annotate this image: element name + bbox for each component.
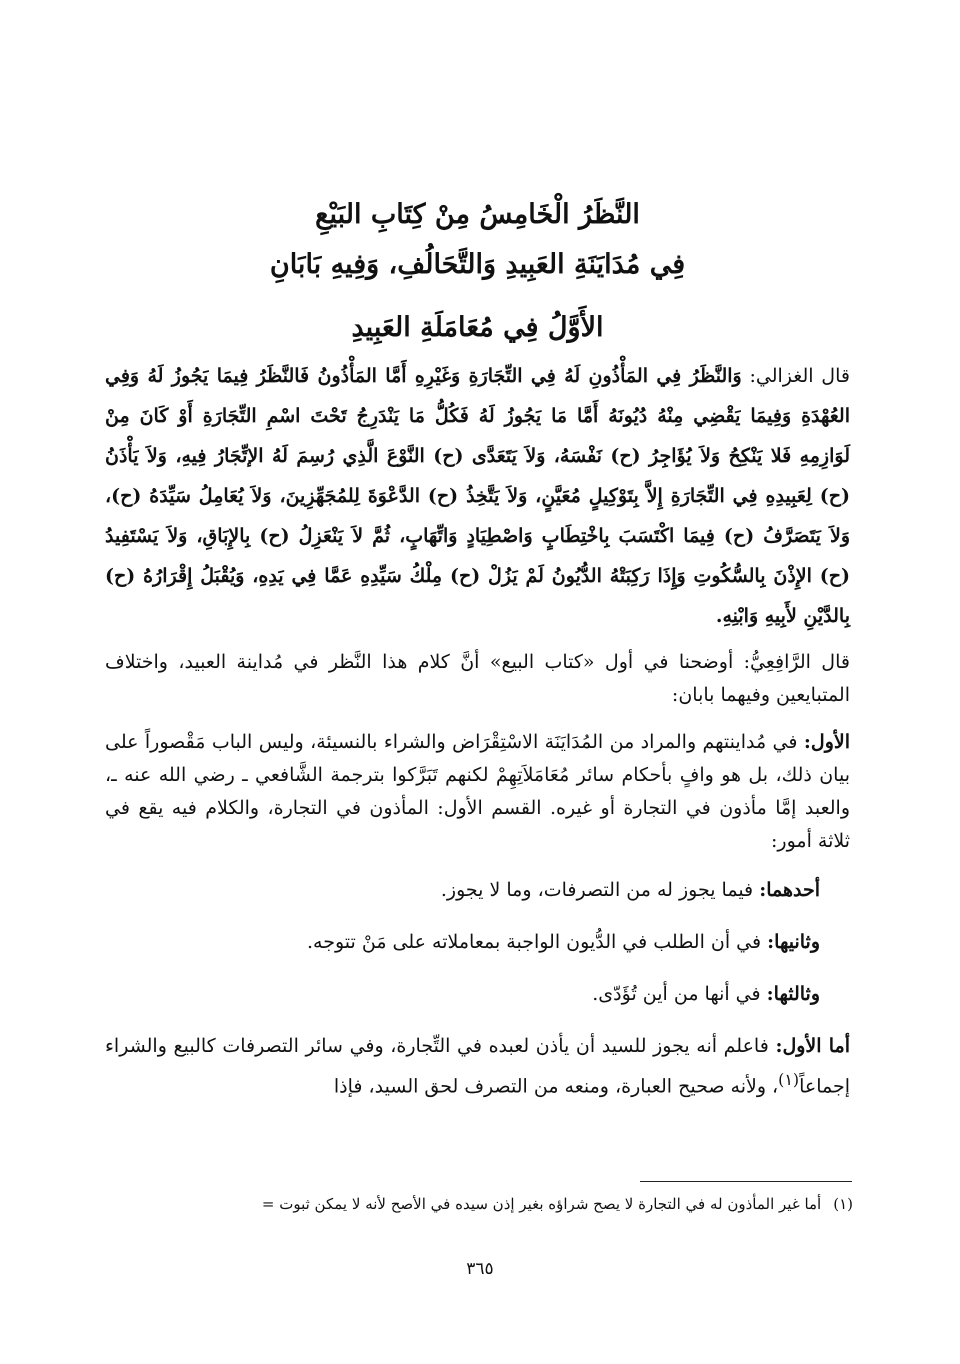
section-first-text: في مُداينتهم والمراد من المُدَايَنَة الاسْتِقْرَاض والشراء بالنسيئة، وليس الباب مَقْصوراً على بيان ذلك، بل هو وافٍ بأحكام سائر مُعَامَلاَتِهِمْ لكنهم تَبَرَّكوا بترجمة الشَّافعي ـ رضي الله عنه ـ، والعبد إمَّا مأذون في التجارة أو غيره. القسم الأول: المأذون في التجارة، والكلام فيه يقع في ثلاثة أمور: — [105, 731, 850, 852]
list-item-lead: أحدهما: — [759, 879, 820, 901]
section-amma-text-before: فاعلم أنه يجوز للسيد أن يأذن لعبده في التِّجارة، وفي سائر التصرفات كالبيع والشراء إجماعاً — [105, 1035, 850, 1098]
chapter-title-line-2: فِي مُدَايَنَةِ العَبِيدِ وَالتَّحَالُفِ، وَفِيهِ بَابَانِ — [269, 249, 686, 280]
page-number: ٣٦٥ — [466, 1259, 494, 1279]
sharh-text: أوضحنا في أول «كتاب البيع» أنَّ كلام هذا النَّظر في مُداينة العبيد، واختلاف المتبايعين وفيهما بابان: — [105, 651, 850, 706]
list-item-text: في أنها من أين تُؤَدّى. — [592, 983, 761, 1005]
section-first-lead: الأول: — [803, 731, 850, 753]
footnote-text: أما غير المأذون له في التجارة لا يصح شراؤه بغير إذن سيده في الأصح لأنه لا يمكن ثبوت = — [261, 1195, 822, 1213]
list-item-text: في أن الطلب في الدُّيون الواجبة بمعاملاته على مَنْ تتوجه. — [307, 931, 762, 953]
list-item — [105, 926, 850, 959]
footnote-number: (١) — [833, 1195, 853, 1213]
footnote-reference: (١) — [778, 1070, 800, 1089]
list-item — [105, 978, 850, 1011]
footnote — [105, 1190, 853, 1218]
page-body — [105, 190, 850, 1103]
list-item-lead: وثالثها: — [766, 983, 820, 1005]
footnote-divider — [640, 1181, 852, 1182]
list-item-lead: وثانيها: — [767, 931, 820, 953]
section-amma-text-after: ، ولأنه صحيح العبارة، ومنعه من التصرف لحق السيد، فإذا — [333, 1075, 779, 1098]
matn-speaker: قال الغزالي: — [749, 365, 850, 387]
sharh-paragraph — [105, 646, 850, 712]
matn-text: وَالنَّظَرُ فِي المَأْذُونِ لَهُ فِي التِّجَارَةِ وَغَيْرِهِ أَمَّا المَأْذُونُ فَالنَّظَرُ فِيمَا يَجُوزُ لَهُ وَفِي العُهْدَةِ وَفِيمَا يَقْضِي مِنْهُ دُيُونَهُ أَمَّا مَا يَجُوزُ لَهُ فَكُلُّ مَا يَنْدَرِجُ تَحْتَ اسْمِ التِّجَارَةِ أَوْ كَانَ مِنْ لَوَازِمِهِ فَلا يَنْكِحُ وَلاَ يُؤَاجِرُ (ح) نَفْسَهُ، وَلاَ يَتَعَدَّى (ح) النَّوْعَ الَّذِي رُسِمَ لَهُ الإتِّجَارُ فِيهِ، وَلاَ يَأْذَنُ (ح) لِعَبِيدِهِ فِي التِّجَارَةِ إِلاَّ بِتَوْكِيلٍ مُعَيَّنٍ، وَلاَ يَتَّخِذُ (ح) الدَّعْوَةَ لِلمُجَهِّزِينَ، وَلاَ يُعَامِلُ سَيِّدَهُ (ح)، وَلاَ يَتَصَرَّفُ (ح) فِيمَا اكْتَسَبَ بِاخْتِطَابٍ وَاصْطِيَادٍ وَاتِّهَابٍ، ثُمَّ لاَ يَنْعَزِلُ (ح) بِالإِبَاقِ، وَلاَ يَسْتَفِيدُ (ح) الإِذْنَ بِالسُّكُوتِ وَإِذَا رَكِبَتْهُ الدُّيُونُ لَمْ يَزُلْ (ح) مِلْكُ سَيِّدِهِ عَمَّا فِي يَدِهِ، وَيُقْبَلُ إِقْرَارُهُ (ح) بِالدَّيْنِ لأَبِيهِ وَابْنِهِ. — [105, 365, 850, 627]
matn-paragraph — [105, 356, 850, 636]
section-first-paragraph — [105, 726, 850, 858]
section-amma-lead: أما الأول: — [775, 1035, 850, 1057]
sharh-speaker: قال الرَّافِعِيُّ: — [743, 651, 850, 673]
list-item — [105, 874, 850, 907]
chapter-title-line-1: النَّظَرُ الْخَامِسُ مِنْ كِتَابِ البَيْعِ — [315, 199, 640, 230]
chapter-subtitle: الأَوَّلُ فِي مُعَامَلَةِ العَبِيدِ — [351, 312, 604, 343]
list-item-text: فيما يجوز له من التصرفات، وما لا يجوز. — [440, 879, 754, 901]
section-amma-paragraph — [105, 1030, 850, 1103]
